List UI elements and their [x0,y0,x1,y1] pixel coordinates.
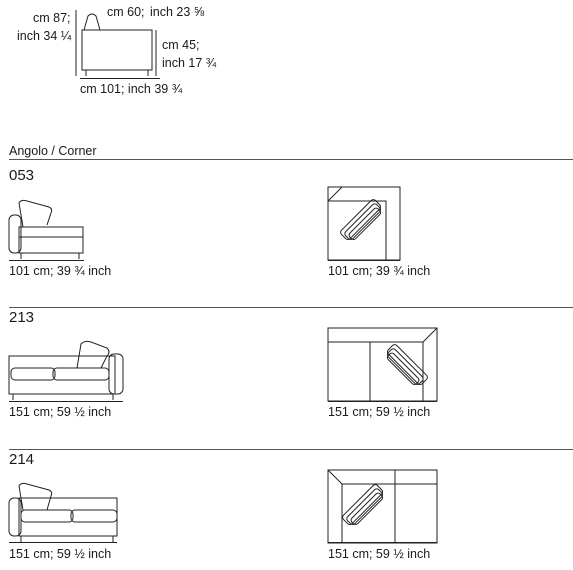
front-width-line [9,260,84,261]
model-divider [9,449,573,450]
plan-view-drawing [328,328,437,401]
plan-dimension-label: 151 cm; 59 ½ inch [328,547,431,561]
front-dimension-label: 151 cm; 59 ½ inch [9,405,112,419]
section-title: Angolo / Corner [9,144,97,158]
plan-width-line [328,260,400,261]
depth-inch-label: inch 23 ⅝ [150,5,205,19]
plan-dimension-label: 101 cm; 39 ¾ inch [328,264,431,278]
front-view-drawing [9,480,119,542]
seat-height-cm-label: cm 45; [162,38,200,52]
front-view-drawing [9,197,84,259]
plan-width-line [328,542,437,543]
plan-view-drawing [328,470,437,543]
section-divider [9,159,573,160]
front-width-line [9,542,117,543]
front-view-drawing [9,338,124,400]
model-divider [9,307,573,308]
front-dimension-label: 151 cm; 59 ½ inch [9,547,112,561]
width-dimension-line [80,78,160,79]
model-code: 214 [9,451,35,468]
model-code: 053 [9,167,35,184]
depth-cm-label: cm 60; [107,5,145,19]
front-width-line [9,401,123,402]
front-dimension-label: 101 cm; 39 ¾ inch [9,264,112,278]
plan-view-drawing [328,187,400,260]
width-label: cm 101; inch 39 ¾ [80,82,183,96]
height-inch-label: inch 34 ¼ [17,29,72,43]
seat-height-inch-label: inch 17 ¾ [162,56,217,70]
model-code: 213 [9,309,35,326]
height-cm-label: cm 87; [33,11,71,25]
plan-dimension-label: 151 cm; 59 ½ inch [328,405,431,419]
plan-width-line [328,401,437,402]
